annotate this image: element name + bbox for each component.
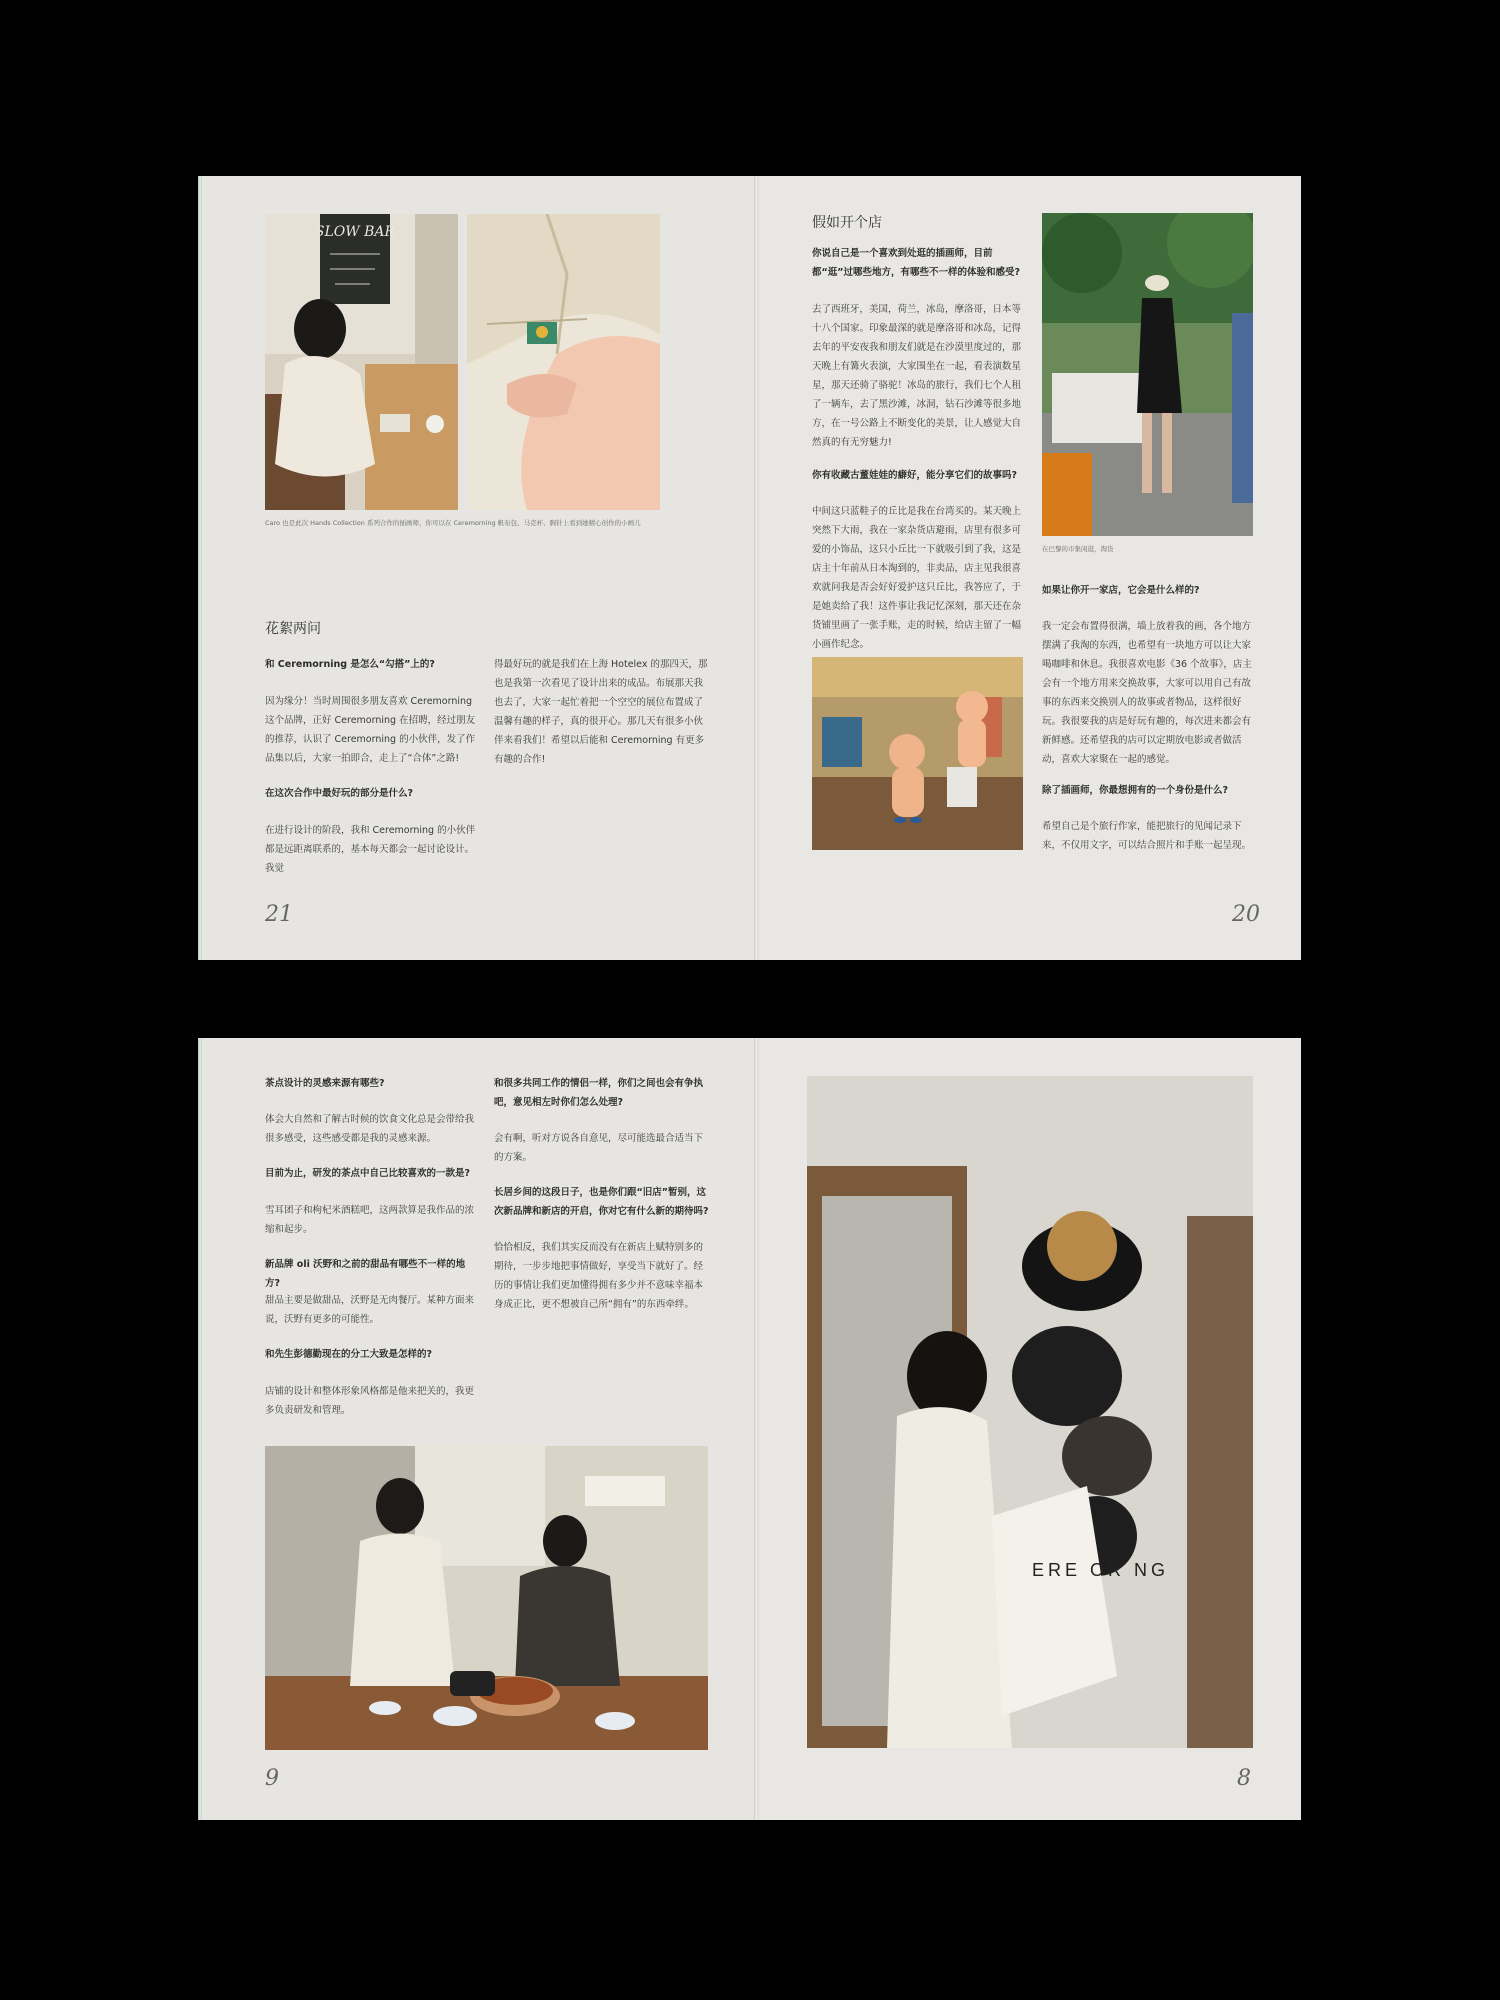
- question: 在这次合作中最好玩的部分是什么?: [265, 788, 414, 799]
- section-heading: 花絮两问: [265, 621, 321, 637]
- question: 你说自己是一个喜欢到处逛的插画师，目前都“逛”过哪些地方，有哪些不一样的体验和感受?: [812, 248, 1020, 278]
- page-8: [759, 1038, 1301, 1820]
- photo-paris-market: [1042, 213, 1253, 536]
- answer: 去了西班牙，美国，荷兰，冰岛，摩洛哥，日本等十八个国家。印象最深的就是摩洛哥和冰岛，记得去年的平安夜我和朋友们就是在沙漠里度过的，那天晚上有篝火表演，大家围坐在一起，看表演数星星，那天还骑了骆驼！冰岛的旅行，我们七个人租了一辆车，去了黑沙滩，冰洞，钻石沙滩等很多地方，在一号公路上不断变化的美景，让人感觉大自然真的有无穷魅力!: [812, 304, 1022, 448]
- photo-woman-with-hats: [807, 1076, 1253, 1748]
- page-number: 9: [265, 1766, 279, 1791]
- question: 和 Ceremorning 是怎么“勾搭”上的?: [265, 659, 435, 670]
- answer: 会有啊，听对方说各自意见，尽可能选最合适当下的方案。: [494, 1133, 704, 1163]
- photo-kewpie-dolls: [812, 657, 1023, 850]
- question: 长居乡间的这段日子，也是你们跟“旧店”暂别，这次新品牌和新店的开启，你对它有什么新的期待吗?: [494, 1187, 709, 1217]
- question: 新品牌 oli 沃野和之前的甜品有哪些不一样的地方?: [265, 1259, 466, 1289]
- question: 目前为止，研发的茶点中自己比较喜欢的一款是?: [265, 1168, 471, 1179]
- answer: 体会大自然和了解古时候的饮食文化总是会带给我很多感受，这些感受都是我的灵感来源。: [265, 1114, 475, 1144]
- answer: 希望自己是个旅行作家，能把旅行的见闻记录下来，不仅用文字，可以结合照片和手账一起呈现。: [1042, 821, 1252, 851]
- page-number: 20: [1232, 902, 1260, 927]
- answer-continued: 得最好玩的就是我们在上海 Hotelex 的那四天，那也是我第一次看见了设计出来的成品。布展那天我也去了，大家一起忙着把一个空空的展位布置成了温馨有趣的样子，真的很开心。那几天有很多小伙伴来看我们！希望以后能和 Ceremorning 有更多有趣的合作!: [494, 659, 708, 765]
- question: 除了插画师，你最想拥有的一个身份是什么?: [1042, 785, 1229, 796]
- answer: 中间这只蓝鞋子的丘比是我在台湾买的。某天晚上突然下大雨，我在一家杂货店避雨，店里有很多可爱的小饰品，这只小丘比一下就吸引到了我，这是店主十年前从日本淘到的，非卖品，店主见我很喜欢就问我是否会好好爱护这只丘比，我答应了，于是她卖给了我！这件事让我记忆深刻，那天还在杂货铺里画了一张手账，走的时候，给店主留了一幅小画作纪念。: [812, 506, 1022, 650]
- page-9: [202, 1038, 754, 1820]
- photo-caption: Caro 也是此次 Hands Collection 系列合作的插画师，你可以在 Ceremorning 帆布包、马克杯、胸针上看到她精心创作的小画儿: [265, 519, 641, 527]
- answer: 雪耳团子和枸杞米酒糕吧，这两款算是我作品的浓缩和起步。: [265, 1205, 475, 1235]
- page-number: 21: [265, 902, 293, 927]
- answer: 在进行设计的阶段，我和 Ceremorning 的小伙伴都是远距离联系的，基本每天都会一起讨论设计。我觉: [265, 825, 476, 874]
- answer: 我一定会布置得很满，墙上放着我的画，各个地方摆满了我淘的东西，也希望有一块地方可以让大家喝咖啡和休息。我很喜欢电影《36 个故事》，店主会有一个地方用来交换故事，大家可以用自己有故事的东西来交换别人的故事或者物品，这样很好玩。我很要我的店是好玩有趣的，每次进来都会有新鲜感。还希望我的店可以定期放电影或者做活动，喜欢大家聚在一起的感觉。: [1042, 621, 1252, 765]
- answer: 恰恰相反，我们其实反而没有在新店上赋特别多的期待，一步步地把事情做好，享受当下就好了。经历的事情让我们更加懂得拥有多少并不意味幸福本身成正比，更不想被自己所“拥有”的东西牵绊。: [494, 1242, 704, 1310]
- answer: 因为缘分！当时周围很多朋友喜欢 Ceremorning 这个品牌，正好 Ceremorning 在招聘，经过朋友的推荐，认识了 Ceremorning 的小伙伴，发了作品集以后，大家一拍即合，走上了“合体”之路!: [265, 696, 476, 764]
- photo-woman-writing-cafe: [265, 214, 458, 510]
- section-heading: 假如开个店: [812, 215, 882, 231]
- bag-text: ERE OR NG: [1032, 1560, 1170, 1580]
- photo-caption: 在巴黎的市集闲逛，淘货: [1042, 545, 1114, 553]
- question: 茶点设计的灵感来源有哪些?: [265, 1078, 385, 1089]
- page-number: 8: [1237, 1766, 1251, 1791]
- answer: 甜品主要是做甜品，沃野是无肉餐厅。某种方面来说，沃野有更多的可能性。: [265, 1295, 475, 1325]
- page-20: [759, 176, 1301, 960]
- question: 如果让你开一家店，它会是什么样的?: [1042, 585, 1200, 596]
- photo-couple-cooking: [265, 1446, 708, 1750]
- photo-hand-pin: [467, 214, 660, 510]
- question: 和很多共同工作的情侣一样，你们之间也会有争执吧，意见相左时你们怎么处理?: [494, 1078, 704, 1108]
- answer: 店铺的设计和整体形象风格都是他来把关的，我更多负责研发和管理。: [265, 1386, 475, 1416]
- page-21: [202, 176, 754, 960]
- chalkboard-text: SLOW BAR: [314, 224, 396, 240]
- question: 和先生彭德勤现在的分工大致是怎样的?: [265, 1349, 433, 1360]
- question: 你有收藏古董娃娃的癖好，能分享它们的故事吗?: [812, 470, 1018, 481]
